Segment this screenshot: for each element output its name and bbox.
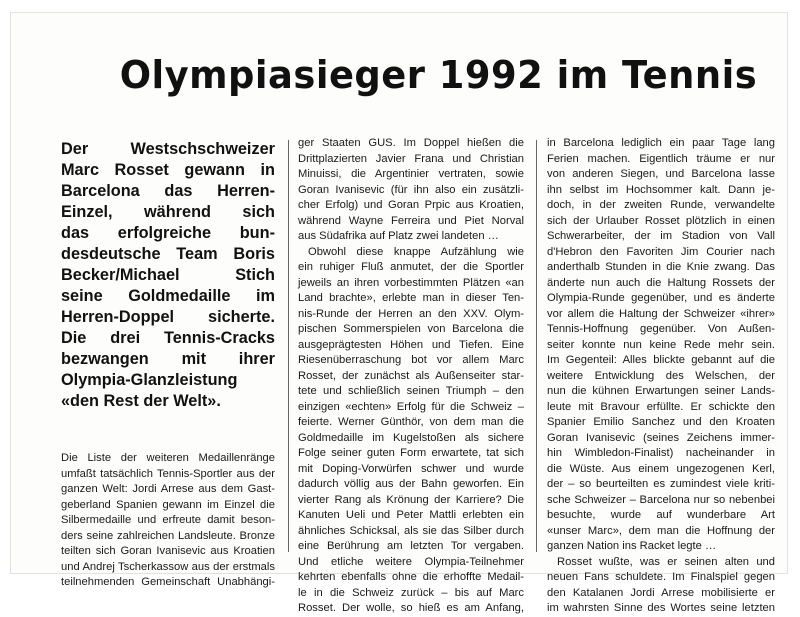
text-line: ger Staaten GUS. Im Doppel hießen die [298,137,524,149]
text-line: Spanier Emilio Sanchez und den Kroaten [547,416,775,428]
lead-line: Einzel, während sich [61,203,275,221]
text-line: sche Schweizer – Barcelona nur so nebenbei [547,493,775,506]
text-line: sich der Urlauber Rosset plötzlich in einen [547,214,775,227]
lead-line: das erfolgreiche bun- [61,224,275,242]
lead-line: Die drei Tennis-Cracks [61,329,275,347]
page-title: Olympiasieger 1992 im Tennis [119,53,757,97]
lead-line: bezwangen mit ihrer [61,350,275,368]
text-line: leute mit Bravour erfüllte. Er schickte den [547,400,775,413]
postcard [10,12,788,614]
text-line: Ferien machen. Eigentlich träume er nur [547,152,775,165]
column-middle [298,136,524,617]
lead-line: Herren-Doppel sicherte. [61,308,275,326]
lead-paragraph [61,139,275,412]
text-line: ganzen Welt: Jordi Arrese aus dem Gast- [61,483,275,495]
text-line: Drittplazierten Javier Frana und Christian [298,152,524,165]
lead-line: Becker/Michael Stich [61,266,275,284]
text-line: pischen Sommerspielen von Barcelona die [298,323,524,335]
text-line: den Katalanen Jordi Arrese mobilisierte er [547,586,775,599]
column-left [61,139,275,591]
lead-line: Barcelona das Herren- [61,182,275,200]
text-line: einzigen «echten» Erfolg für die Schweiz – [298,400,524,413]
text-line: Goran Ivanisevic (für ihn also ein zusätzli- [298,183,524,196]
lead-line: Olympia-Glanzleistung [61,371,238,389]
text-line: und Andrej Tscherkassow aus der erstmals [61,560,275,573]
text-line: im wahrsten Sinne des Wortes seine letzten [547,602,775,614]
text-line: Tennis-Hoffnung gegenüber. Von Außen- [547,323,775,335]
text-line: dadurch völlig aus der Bahn geworfen. Ein [298,478,524,490]
text-line: «unser Marc», dem man die Hoffnung der [547,524,775,537]
text-line: änderte nun auch die Haltung Rossets der [547,276,775,289]
text-line: Folge seiner guten Form erwartete, tat sich [298,447,524,459]
text-line: seiter konnte nun keine Rede mehr sein. [547,338,775,351]
lead-line: Marc Rosset gewann in [61,161,275,179]
text-line: teilnehmenden Gemeinschaft Unabhängi- [61,576,275,588]
text-line: ihn selbst im Hochsommer kalt. Dann je- [547,183,775,196]
text-line: ganzen Nation ins Racket legte … [547,540,717,552]
text-line: tete und schließlich seinen Triumph – den [298,385,524,397]
text-line: während Wayne Ferreira und Piet Norval [298,214,524,227]
text-line: vor allem die Haltung der Schweizer «ihrer» [547,307,775,320]
text-line: von anderen Siegen, und Barcelona lasse [547,168,775,180]
text-line: nun die kühnen Erwartungen seiner Lands- [547,385,775,397]
text-line: le in die Schweiz zurück – bis auf Marc [298,586,524,599]
lead-line: seine Goldmedaille im [61,287,275,305]
text-line: ders seine zahlreichen Landsleute. Bronze [61,529,275,542]
text-line: doch, in der zweiten Runde, verwandelte [547,199,775,211]
text-line: nis-Runde der Herren an den XXV. Olym- [298,307,524,320]
lead-line: «den Rest der Welt». [61,392,221,410]
text-line: ein ruhiger Fluß anmutet, der die Sportler [298,261,524,273]
text-line: Kanuten Ueli und Peter Mattli erlebten ein [298,509,524,521]
text-line: aus Südafrika auf Platz zwei landeten … [298,230,499,242]
column-right [547,136,775,617]
body-paragraph [61,451,275,591]
text-line: der – so beurteilten es zumindest viele kriti- [547,478,775,490]
text-line: anderthalb Stunden in die Knie zwang. Das [547,261,775,273]
text-line: geberland Spanien gewann im Einzel die [61,498,275,511]
text-line: besuchte, wurde auf wunderbare Art [547,509,775,521]
text-line: kehrten ebenfalls ohne die erhoffte Medail- [298,571,524,583]
text-line: Rosset wußte, was er seinen alten und [557,555,775,568]
text-line: Goran Ivanisevic (seines Zeichens immer- [547,431,775,444]
text-line: Obwohl diese knappe Aufzählung wie [308,245,524,258]
text-line: jeweils an ihren vorbestimmten Plätzen «an [298,276,524,289]
text-line: Die Liste der weiteren Medaillenränge [61,452,275,464]
text-line: Minuissi, die Argentinier vertraten, sowie [298,168,524,180]
text-line: neuen Fans schuldete. Im Finalspiel gegen [547,571,775,583]
text-line: Rosset. Der wolle, so hieß es am Anfang, [298,602,524,614]
text-line: in Barcelona lediglich ein paar Tage lang [547,137,775,149]
lead-line: desdeutsche Team Boris [61,245,275,263]
text-line: ähnliches Schicksal, als sie das Silber durch [298,524,524,537]
text-line: umfaßt tatsächlich Tennis-Sportler aus der [61,467,275,480]
text-line: Schwerarbeiter, der im Stadion von Vall [547,230,775,242]
text-line: Rosset, der zunächst als Außenseiter star- [298,369,524,382]
text-line: cher Erfolg) und Goran Prpic aus Kroatien, [298,199,524,211]
text-line: d'Hebron den Favoriten Jim Courier nach [547,245,775,258]
text-line: teilten sich Goran Ivanisevic aus Kroatien [61,545,275,557]
text-line: Silbermedaille und erfreute damit beson- [61,514,275,526]
column-divider [536,140,537,552]
text-line: Riesenüberraschung bot vor allem Marc [298,354,524,366]
text-line: ausgeprägtesten Höhen und Tiefen. Eine [298,338,524,351]
column-divider [288,140,289,552]
lead-line: Der Westschschweizer [61,140,275,158]
text-line: die Wüste. Aus einem ungezogenen Kerl, [547,462,775,475]
text-line: hin Wimbledon-Finalist) nacheinander in [547,447,775,459]
text-line: Im Gegenteil: Alles blickte gebannt auf die [547,354,775,366]
text-line: Olympia-Runde gegenüber, und es änderte [547,292,775,304]
text-line: feierte. Werner Günthör, von dem man die [298,416,524,428]
text-line: weitere Entwicklung des Welschen, der [547,369,775,382]
text-line: vierter Rang als Krönung der Karriere? Die [298,493,524,506]
text-line: mit Doping-Vorwürfen schwer und wurde [298,462,524,475]
text-line: Land brachte», erlebte man in dieser Ten- [298,292,524,304]
text-line: Goldmedaille im Kugelstoßen als sichere [298,431,524,444]
text-line: Und etliche weitere Olympia-Teilnehmer [298,555,524,568]
text-line: eine Berührung am letzten Tor vergaben. [298,540,524,552]
